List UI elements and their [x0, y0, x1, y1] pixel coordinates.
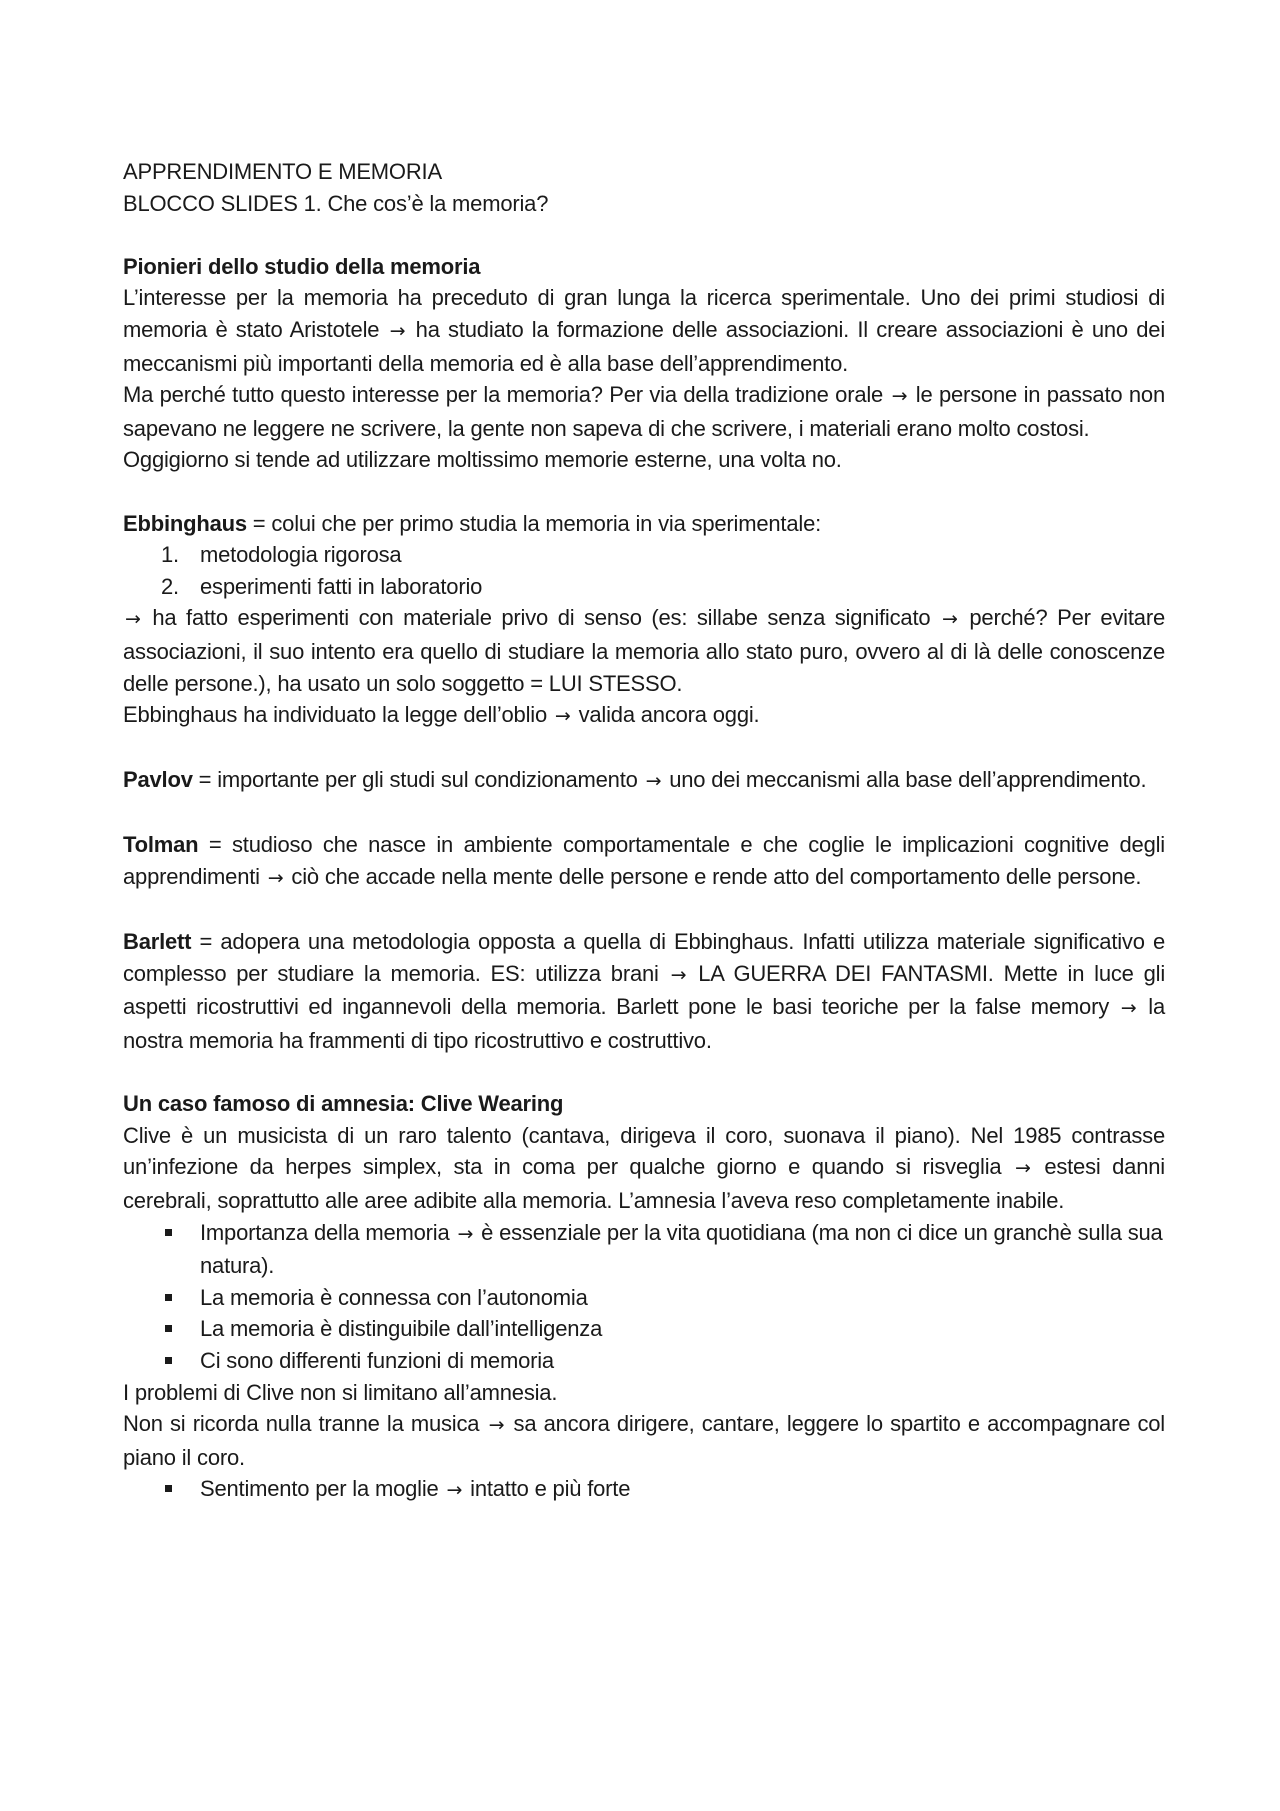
arrow-right-icon: →	[670, 963, 687, 986]
paragraph-text: valida ancora oggi.	[578, 702, 760, 728]
paragraph-ebbinghaus-esperimenti	[123, 602, 1165, 699]
document-subtitle: BLOCCO SLIDES 1. Che cos’è la memoria?	[123, 190, 549, 216]
paragraph-text: = studioso che nasce in ambiente comportamentale e che coglie le implicazioni cognitive degli apprendimenti	[123, 832, 1165, 890]
list-item-text: Sentimento per la moglie	[200, 1476, 439, 1502]
term-barlett: Barlett	[123, 929, 192, 955]
spacer	[123, 798, 1165, 830]
paragraph-clive-musica	[123, 1408, 1165, 1473]
list-item-text: Importanza della memoria	[200, 1219, 450, 1245]
paragraph-memorie-esterne: Oggigiorno si tende ad utilizzare moltissimo memorie esterne, una volta no.	[123, 447, 842, 473]
arrow-right-icon: →	[389, 319, 406, 342]
arrow-right-icon: →	[1015, 1157, 1031, 1180]
list-item-text: è essenziale per la vita quotidiana (ma non ci dice un granchè sulla sua natura).	[200, 1219, 1163, 1279]
arrow-right-icon: →	[1120, 997, 1137, 1020]
paragraph-pavlov	[123, 764, 1165, 798]
spacer	[123, 476, 1165, 508]
list-item	[123, 1345, 1165, 1377]
list-item-text: Ci sono differenti funzioni di memoria	[200, 1347, 554, 1373]
arrow-right-icon: →	[446, 1479, 463, 1502]
list-item	[123, 571, 1165, 603]
list-item	[123, 539, 1165, 571]
paragraph-text: L’interesse per la memoria ha preceduto di gran lunga la ricerca sperimentale. Uno dei primi studiosi di memoria è stato Aristotele	[123, 285, 1165, 342]
paragraph-text: = adopera una metodologia opposta a quella di Ebbinghaus. Infatti utilizza materiale significativo e complesso per studiare la memoria. ES: utilizza brani	[123, 929, 1165, 986]
arrow-right-icon: →	[645, 770, 662, 793]
term-pavlov: Pavlov	[123, 767, 193, 793]
document-page	[123, 156, 1165, 1507]
list-item-text: intatto e più forte	[470, 1476, 631, 1502]
list-item-text: esperimenti fatti in laboratorio	[200, 573, 483, 599]
term-ebbinghaus: Ebbinghaus	[123, 510, 247, 536]
paragraph-ebbinghaus-intro	[123, 508, 1165, 540]
spacer	[123, 1057, 1165, 1089]
list-item	[123, 1313, 1165, 1345]
paragraph-text: Non si ricorda nulla tranne la musica	[123, 1411, 480, 1437]
arrow-right-icon: →	[125, 608, 141, 631]
paragraph-text: ha studiato la formazione delle associazioni. Il creare associazioni è uno dei meccanismi più importanti della memoria ed è alla base dell’apprendimento.	[123, 316, 1166, 376]
term-tolman: Tolman	[123, 832, 199, 858]
arrow-right-icon: →	[942, 608, 958, 631]
paragraph-text: Ebbinghaus ha individuato la legge dell’oblio	[123, 702, 547, 728]
square-bullet-icon	[165, 1294, 172, 1301]
paragraph-text: sa ancora dirigere, cantare, leggere lo spartito e accompagnare col piano il coro.	[123, 1411, 1165, 1470]
square-bullet-icon	[165, 1485, 172, 1492]
paragraph-text: la nostra memoria ha frammenti di tipo ricostruttivo e costruttivo.	[123, 994, 1165, 1054]
paragraph-aristotele	[123, 282, 1165, 379]
spacer	[123, 219, 1165, 251]
paragraph-text: LA GUERRA DEI FANTASMI. Mette in luce gli aspetti ricostruttivi ed ingannevoli della memoria. Barlett pone le basi teoriche per la false memory	[123, 960, 1166, 1020]
paragraph-text: = importante per gli studi sul condizionamento	[192, 767, 638, 793]
arrow-right-icon: →	[267, 867, 284, 890]
list-item	[123, 1473, 1165, 1507]
paragraph-legge-oblio	[123, 699, 1165, 733]
arrow-right-icon: →	[554, 705, 571, 728]
square-bullet-icon	[165, 1357, 172, 1364]
list-item-text: metodologia rigorosa	[200, 542, 402, 568]
section-heading-clive: Un caso famoso di amnesia: Clive Wearing	[123, 1091, 564, 1117]
paragraph-text: Ma perché tutto questo interesse per la memoria? Per via della tradizione orale	[123, 382, 884, 408]
list-item-text: La memoria è distinguibile dall’intelligenza	[200, 1316, 603, 1342]
square-bullet-icon	[165, 1229, 172, 1236]
paragraph-text: ha fatto esperimenti con materiale privo di senso (es: sillabe senza significato	[152, 605, 931, 631]
arrow-right-icon: →	[457, 1222, 474, 1245]
arrow-right-icon: →	[891, 385, 908, 408]
square-bullet-icon	[165, 1325, 172, 1332]
spacer	[123, 895, 1165, 927]
paragraph-text: ciò che accade nella mente delle persone e rende atto del comportamento delle persone.	[291, 864, 1142, 890]
paragraph-barlett	[123, 926, 1165, 1056]
ebbinghaus-list	[123, 539, 1165, 602]
clive-bullet-list	[123, 1217, 1165, 1377]
paragraph-text: estesi danni cerebrali, soprattutto alle aree adibite alla memoria. L’amnesia l’aveva reso completamente inabile.	[123, 1154, 1165, 1213]
paragraph-text: uno dei meccanismi alla base dell’apprendimento.	[669, 767, 1147, 793]
clive-bullet-list-2	[123, 1473, 1165, 1507]
paragraph-tolman	[123, 829, 1165, 894]
paragraph-text: le persone in passato non sapevano ne leggere ne scrivere, la gente non sapeva di che scrivere, i materiali erano molto costosi.	[123, 382, 1165, 441]
list-item	[123, 1282, 1165, 1314]
section-heading-pionieri: Pionieri dello studio della memoria	[123, 253, 481, 279]
list-number: 1.	[161, 542, 179, 568]
paragraph-clive-intro	[123, 1120, 1165, 1217]
list-number: 2.	[161, 573, 179, 599]
arrow-right-icon: →	[488, 1414, 505, 1437]
paragraph-text: perché? Per evitare associazioni, il suo intento era quello di studiare la memoria allo stato puro, ovvero al di là delle conoscenze delle persone.), ha usato un solo soggetto = LUI STESSO.	[123, 605, 1165, 696]
paragraph-tradizione-orale	[123, 379, 1165, 444]
paragraph-text: Clive è un musicista di un raro talento (cantava, dirigeva il coro, suonava il piano). Nel 1985 contrasse un’infezione da herpes simplex, sta in coma per qualche giorno e quando si risveglia	[123, 1122, 1165, 1180]
paragraph-text: = colui che per primo studia la memoria in via sperimentale:	[246, 510, 822, 536]
paragraph-clive-problemi: I problemi di Clive non si limitano all’amnesia.	[123, 1379, 558, 1405]
list-item	[123, 1217, 1165, 1282]
spacer	[123, 733, 1165, 765]
document-title: APPRENDIMENTO E MEMORIA	[123, 159, 442, 184]
list-item-text: La memoria è connessa con l’autonomia	[200, 1284, 588, 1310]
